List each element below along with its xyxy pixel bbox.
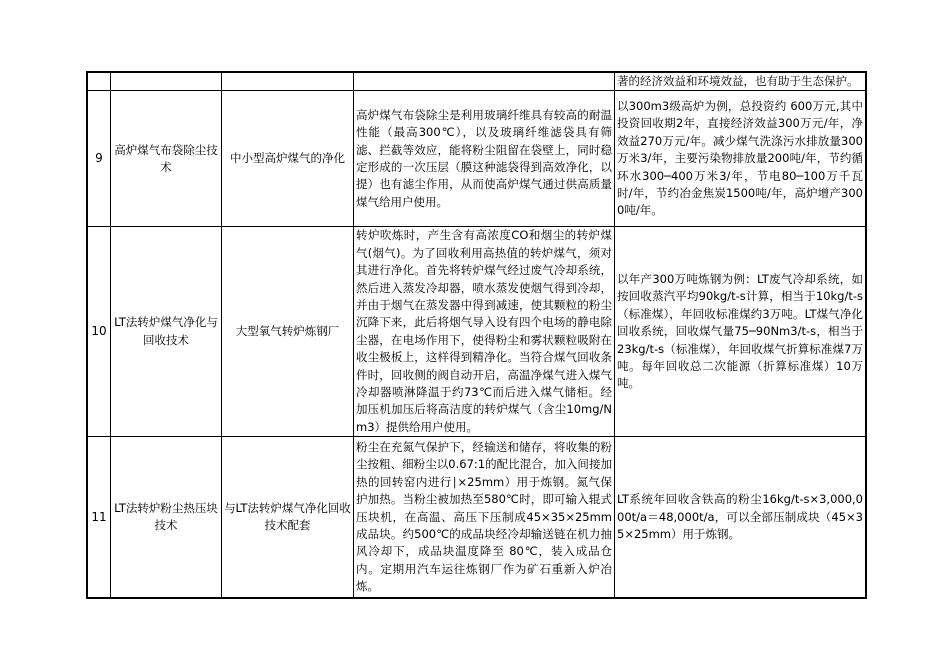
cell-desc: [354, 73, 615, 91]
cell-benefit: 以300m3级高炉为例，总投资约 600万元,其中投资回收期2年，直接经济效益300万元/年，净效益270万元/年。减少煤气洗涤污水排放量300万米3/年，主要污染物排放量200吨/年，节约循环水300─400万米3/年，节电80─100万千瓦时/年，节约冶金焦炭1500吨/年，高炉增产3000吨/年。: [615, 91, 866, 227]
cell-no: [88, 73, 111, 91]
cell-no: 9: [88, 91, 111, 227]
cell-name: LT法转炉煤气净化与回收技术: [111, 227, 222, 437]
cell-scope: 与LT法转炉煤气净化回收技术配套: [222, 437, 354, 598]
cell-scope: 大型氧气转炉炼钢厂: [222, 227, 354, 437]
cell-benefit: 以年产300万吨炼钢为例：LT废气冷却系统，如按回收蒸汽平均90kg/t-s计算，相当于10kg/t-s（标准煤），年回收标准煤约3万吨。LT煤气净化回收系统，回收煤气量75─90Nm3/t-s，相当于23kg/t-s（标准煤），年回收煤气折算标准煤7万吨。每年回收总二次能源（折算标准煤）10万吨。: [615, 227, 866, 437]
cell-desc: 粉尘在充氮气保护下，经输送和储存，将收集的粉尘按粗、细粉尘以0.67:1的配比混合，加入间接加热的回转窑内进行∣×25mm）用于炼钢。氮气保护加热。当粉尘被加热至580℃时，即可输入辊式压块机，在高温、高压下压制成45×35×25mm成品块。约500℃的成品块经冷却输送链在机力抽风冷却下，成品块温度降至 80℃，装入成品仓内。定期用汽车运往炼钢厂作为矿石重新入炉冶炼。: [354, 437, 615, 598]
cell-benefit: LT系统年回收含铁高的粉尘16kg/t-s×3,000,000t/a＝48,000t/a，可以全部压制成块（45×35×25mm）用于炼钢。: [615, 437, 866, 598]
cell-benefit: 著的经济效益和环境效益，也有助于生态保护。: [615, 73, 866, 91]
cell-scope: [222, 73, 354, 91]
cell-desc: 高炉煤气布袋除尘是利用玻璃纤维具有较高的耐温性能（最高300℃），以及玻璃纤维滤袋具有筛滤、拦截等效应，能将粉尘阻留在袋壁上，同时稳定形成的一次压层（膜这种滤袋得到高效净化，以提）也有滤尘作用，从而使高炉煤气通过供高质量煤气给用户使用。: [354, 91, 615, 227]
cell-desc: 转炉吹炼时，产生含有高浓度CO和烟尘的转炉煤气(烟气)。为了回收利用高热值的转炉煤气，须对其进行净化。首先将转炉煤气经过废气冷却系统，然后进入蒸发冷却器，喷水蒸发使烟气得到冷却，并由于烟气在蒸发器中得到减速，使其颗粒的粉尘沉降下来，此后将烟气导入设有四个电场的静电除尘器，在电场作用下，使得粉尘和雾状颗粒吸附在收尘极板上，这样得到精净化。当符合煤气回收条件时，回收侧的阀自动开启，高温净煤气进入煤气冷却器喷淋降温于约73℃而后进入煤气储柜。经加压机加压后将高洁度的转炉煤气（含尘10mg/Nm3）提供给用户使用。: [354, 227, 615, 437]
cell-name: [111, 73, 222, 91]
table-row: [88, 437, 866, 598]
table-row: [88, 91, 866, 227]
table-row: [88, 73, 866, 91]
table-row: [88, 227, 866, 437]
technology-table: [87, 72, 866, 598]
cell-no: 11: [88, 437, 111, 598]
cell-scope: 中小型高炉煤气的净化: [222, 91, 354, 227]
cell-no: 10: [88, 227, 111, 437]
cell-name: LT法转炉粉尘热压块技术: [111, 437, 222, 598]
cell-name: 高炉煤气布袋除尘技术: [111, 91, 222, 227]
